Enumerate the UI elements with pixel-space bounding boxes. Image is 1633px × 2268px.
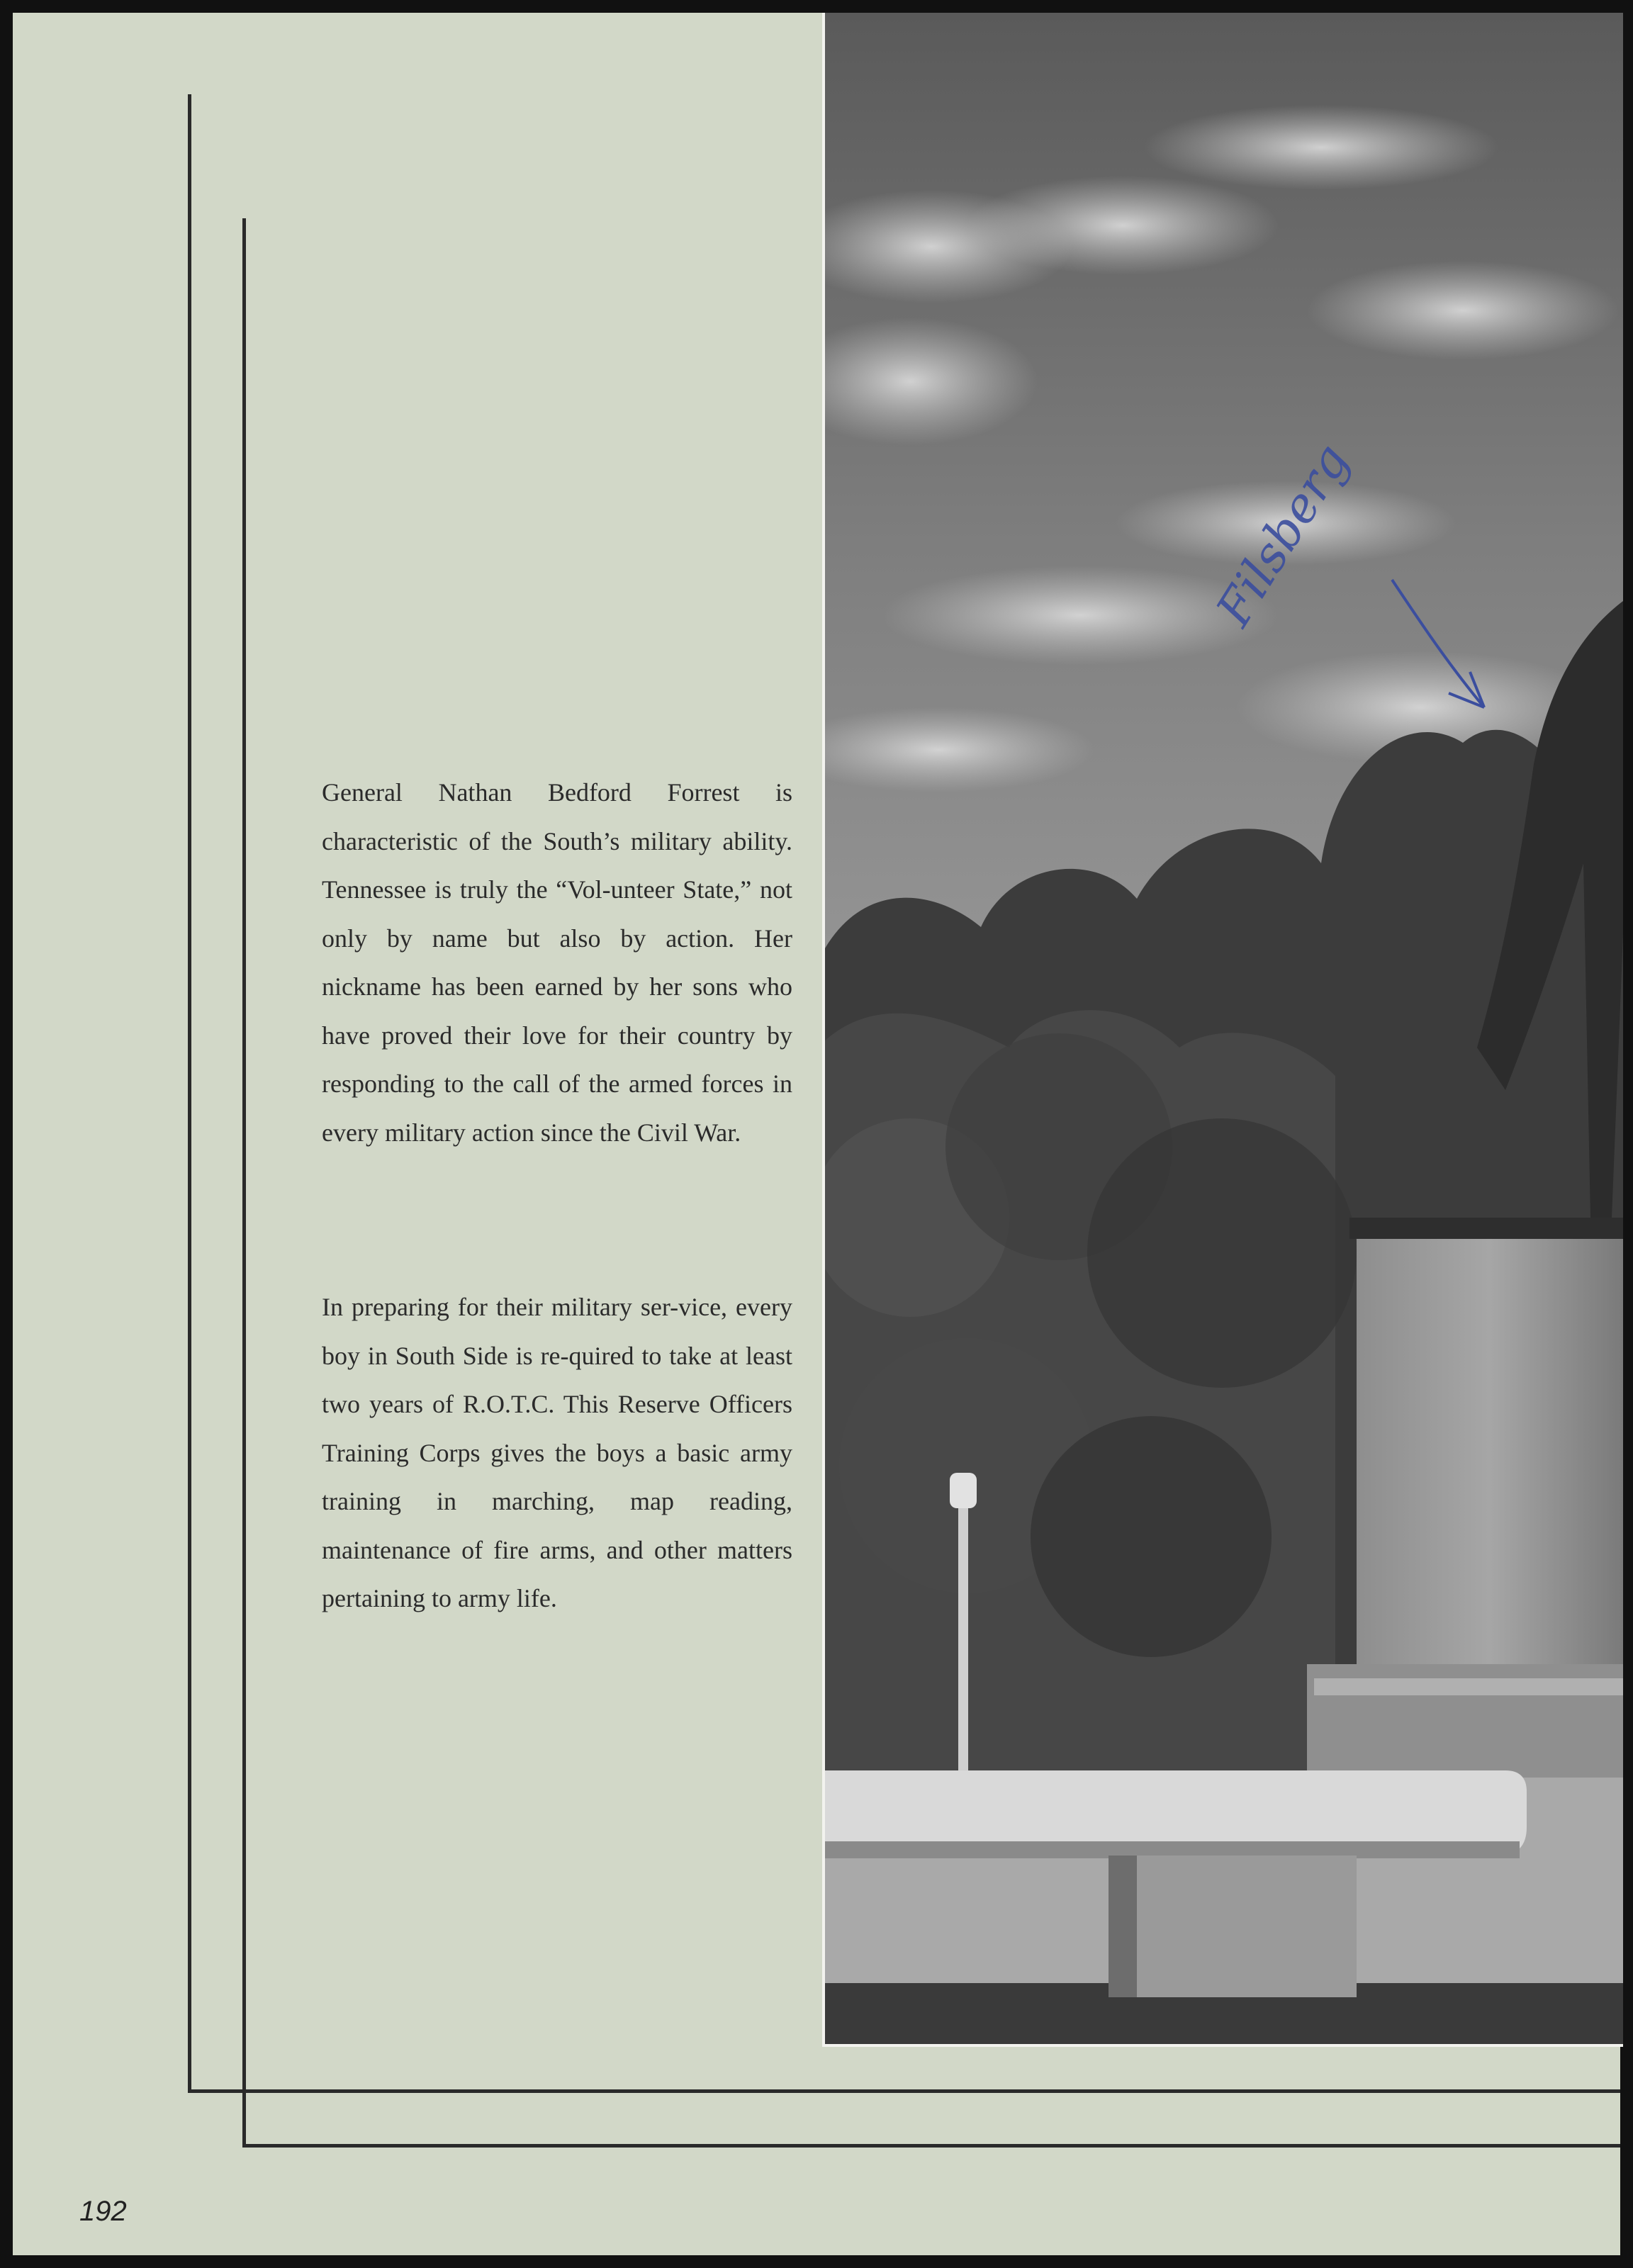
handwritten-signature: Filsberg [1206,434,1361,636]
photo-drawing [825,13,1623,2044]
page-number: 192 [79,2196,127,2227]
outer-vertical-rule [188,94,191,2093]
statue-photograph [822,13,1623,2047]
inner-vertical-rule [242,218,246,2148]
paragraph-rotc: In preparing for their military ser-vice, every boy in South Side is re-quired to take at least two years of R.O.T.C. This Reserve Officers Training Corps gives the boys a basic army training in marching, map reading, maintenance of fire arms, and other matters pertaining to army life. [322,1293,792,1612]
paragraph-forrest: General Nathan Bedford Forrest is characteristic of the South’s military ability. Tennessee is truly the “Vol-unteer State,” not only by name but also by action. Her nickname has been earned by her sons who have proved their love for their country by responding to the call of the armed forces in every military action since the Civil War. [322,778,792,1147]
inner-horizontal-rule [242,2144,1620,2148]
outer-horizontal-rule [188,2089,1620,2093]
